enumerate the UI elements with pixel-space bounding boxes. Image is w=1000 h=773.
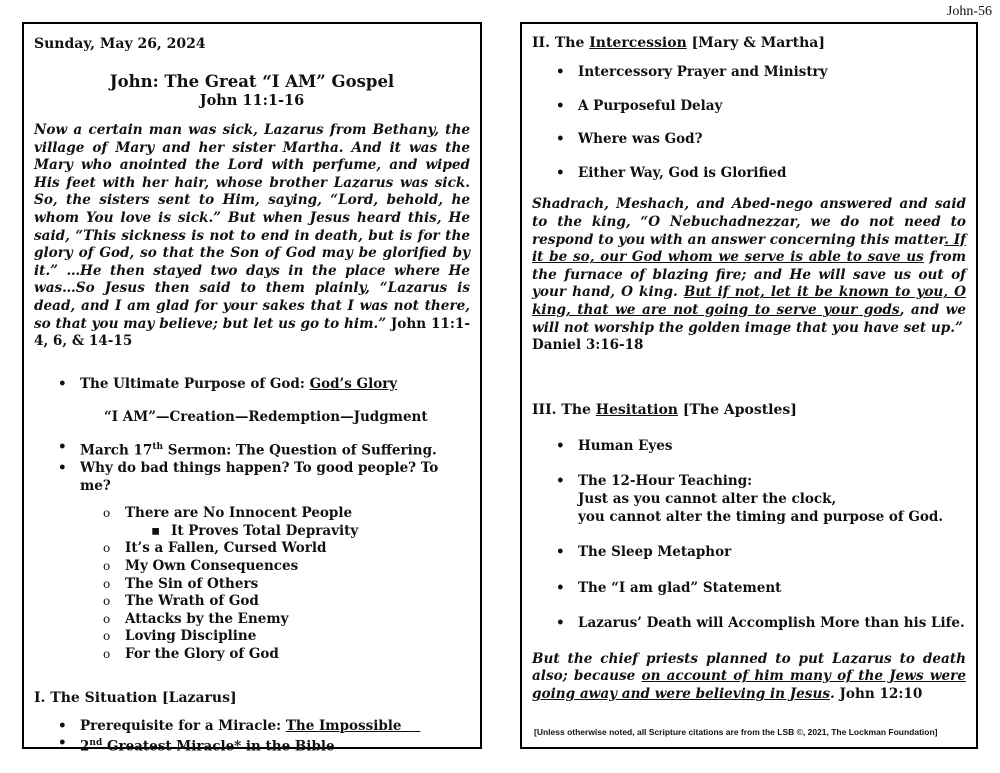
section-situation-heading: I. The Situation [Lazarus] <box>34 689 237 706</box>
suffering-list <box>34 439 470 495</box>
reasons-list <box>34 505 470 523</box>
list-item: o It’s a Fallen, Cursed World <box>34 540 470 558</box>
daniel-text-2: from the furnace of blazing fire; and He will save us out of your hand, O king. <box>532 249 966 301</box>
daniel-text-3: , and we will not worship the golden image that you have set up.” <box>532 301 966 336</box>
teaching-line-3: you cannot alter the timing and purpose of God. <box>578 508 944 525</box>
section-hesitation-heading <box>532 402 966 418</box>
s3-suffix: [The Apostles] <box>677 401 797 418</box>
list-item <box>34 718 470 736</box>
march-prefix: March 17 <box>80 442 153 459</box>
s2-prefix: II. The <box>532 35 590 51</box>
list-item <box>532 473 966 526</box>
s2-suffix: [Mary & Martha] <box>686 35 825 51</box>
situation-list <box>34 718 470 757</box>
list-item: • Why do bad things happen? To good people? To me? <box>34 460 470 495</box>
second-text: Greatest Miracle* in the Bible <box>102 738 335 755</box>
list-item: o Attacks by the Enemy <box>34 611 470 629</box>
list-item: • The Sleep Metaphor <box>532 544 966 562</box>
john-text-2: . <box>830 686 835 703</box>
list-item: • Human Eyes <box>532 438 966 456</box>
prereq-label: Prerequisite for a Miracle: <box>80 717 286 734</box>
list-item: ▪ It Proves Total Depravity <box>34 523 470 541</box>
john-passage <box>532 651 966 704</box>
right-panel <box>520 22 978 749</box>
daniel-underlined-1: . If it be so, our God whom we serve is able to save us <box>532 231 966 266</box>
daniel-text-1: Shadrach, Meshach, and Abed-nego answered and said to the king, “O Nebuchadnezzar, we do not need to respond to you with an answer concerning this matter <box>532 196 966 248</box>
reasons-list-continued <box>34 540 470 663</box>
sermon-passage: John 11:1-16 <box>199 92 305 109</box>
prereq-underline-tail <box>402 718 421 734</box>
s2-keyword: Intercession <box>589 35 687 51</box>
hesitation-list <box>532 438 966 633</box>
john-underlined: on account of him many of the Jews were going away and were believing in Jesus <box>532 668 966 703</box>
purpose-label: The Ultimate Purpose of God: <box>80 375 310 392</box>
list-item: o There are No Innocent People <box>34 505 470 523</box>
list-item: • The “I am glad” Statement <box>532 580 966 598</box>
purpose-list <box>34 376 470 394</box>
daniel-reference: Daniel 3:16-18 <box>532 337 644 354</box>
page-number: John-56 <box>946 4 992 19</box>
list-item: • Lazarus’ Death will Accomplish More than his Life. <box>532 615 966 633</box>
section-intercession-heading <box>532 35 966 51</box>
i-am-line: “I AM”—Creation—Redemption—Judgment <box>104 409 428 426</box>
march-sup: th <box>152 441 164 452</box>
sermon-date: Sunday, May 26, 2024 <box>34 36 206 52</box>
scripture-text: Now a certain man was sick, Lazarus from Bethany, the village of Mary and her sister Martha. And it was the Mary who anointed the Lord with perfume, and wiped His feet with her hair, whose brother Lazarus was sick. So, the sisters sent to Him, saying, “Lord, behold, he whom You love is sick.” But when Jesus heard this, He said, “This sickness is not to end in death, but is for the glory of God, so that the Son of God may be glorified by it.” …He then stayed two days in the place where He was…So Jesus then said to them plainly, “Lazarus is dead, and I am glad for your sakes that I was not there, so that you may believe; but let us go to him.” <box>34 122 470 332</box>
john-text-1: But the chief priests planned to put Lazarus to death also; because <box>532 650 966 685</box>
purpose-link: God’s Glory <box>309 375 398 392</box>
teaching-line-1: • The 12-Hour Teaching: <box>578 473 753 490</box>
list-item: o Loving Discipline <box>34 628 470 646</box>
intercession-list <box>532 64 966 182</box>
list-item <box>34 735 470 756</box>
list-item: o The Sin of Others <box>34 576 470 594</box>
march-text: Sermon: The Question of Suffering. <box>163 442 437 459</box>
second-sup: nd <box>89 738 103 749</box>
list-item: o For the Glory of God <box>34 646 470 664</box>
s3-prefix: III. The <box>532 401 596 418</box>
scripture-reference: John 11:1-4, 6, & 14-15 <box>34 315 470 350</box>
left-panel <box>22 22 482 755</box>
second-prefix: 2 <box>80 738 90 755</box>
teaching-line-2: Just as you cannot alter the clock, <box>578 490 837 507</box>
list-item: • Intercessory Prayer and Ministry <box>532 64 966 82</box>
list-item: • A Purposeful Delay <box>532 98 966 116</box>
list-item: o My Own Consequences <box>34 558 470 576</box>
list-item <box>34 439 470 460</box>
john-reference: John 12:10 <box>834 686 923 703</box>
depravity-list <box>34 523 470 541</box>
sermon-title: John: The Great “I AM” Gospel <box>109 72 395 91</box>
daniel-underlined-2: But if not, let it be known to you, O king, that we are not going to serve your gods <box>532 284 966 318</box>
list-item <box>34 376 470 394</box>
list-item: o The Wrath of God <box>34 593 470 611</box>
copyright-credit: [Unless otherwise noted, all Scripture citations are from the LSB ©, 2021, The Lockman Foundation] <box>534 727 938 737</box>
list-item: • Where was God? <box>532 131 966 149</box>
prereq-link: The Impossible <box>285 717 402 734</box>
daniel-passage <box>532 196 966 337</box>
scripture-passage <box>34 122 470 351</box>
list-item: • Either Way, God is Glorified <box>532 165 966 183</box>
s3-keyword: Hesitation <box>595 401 678 418</box>
